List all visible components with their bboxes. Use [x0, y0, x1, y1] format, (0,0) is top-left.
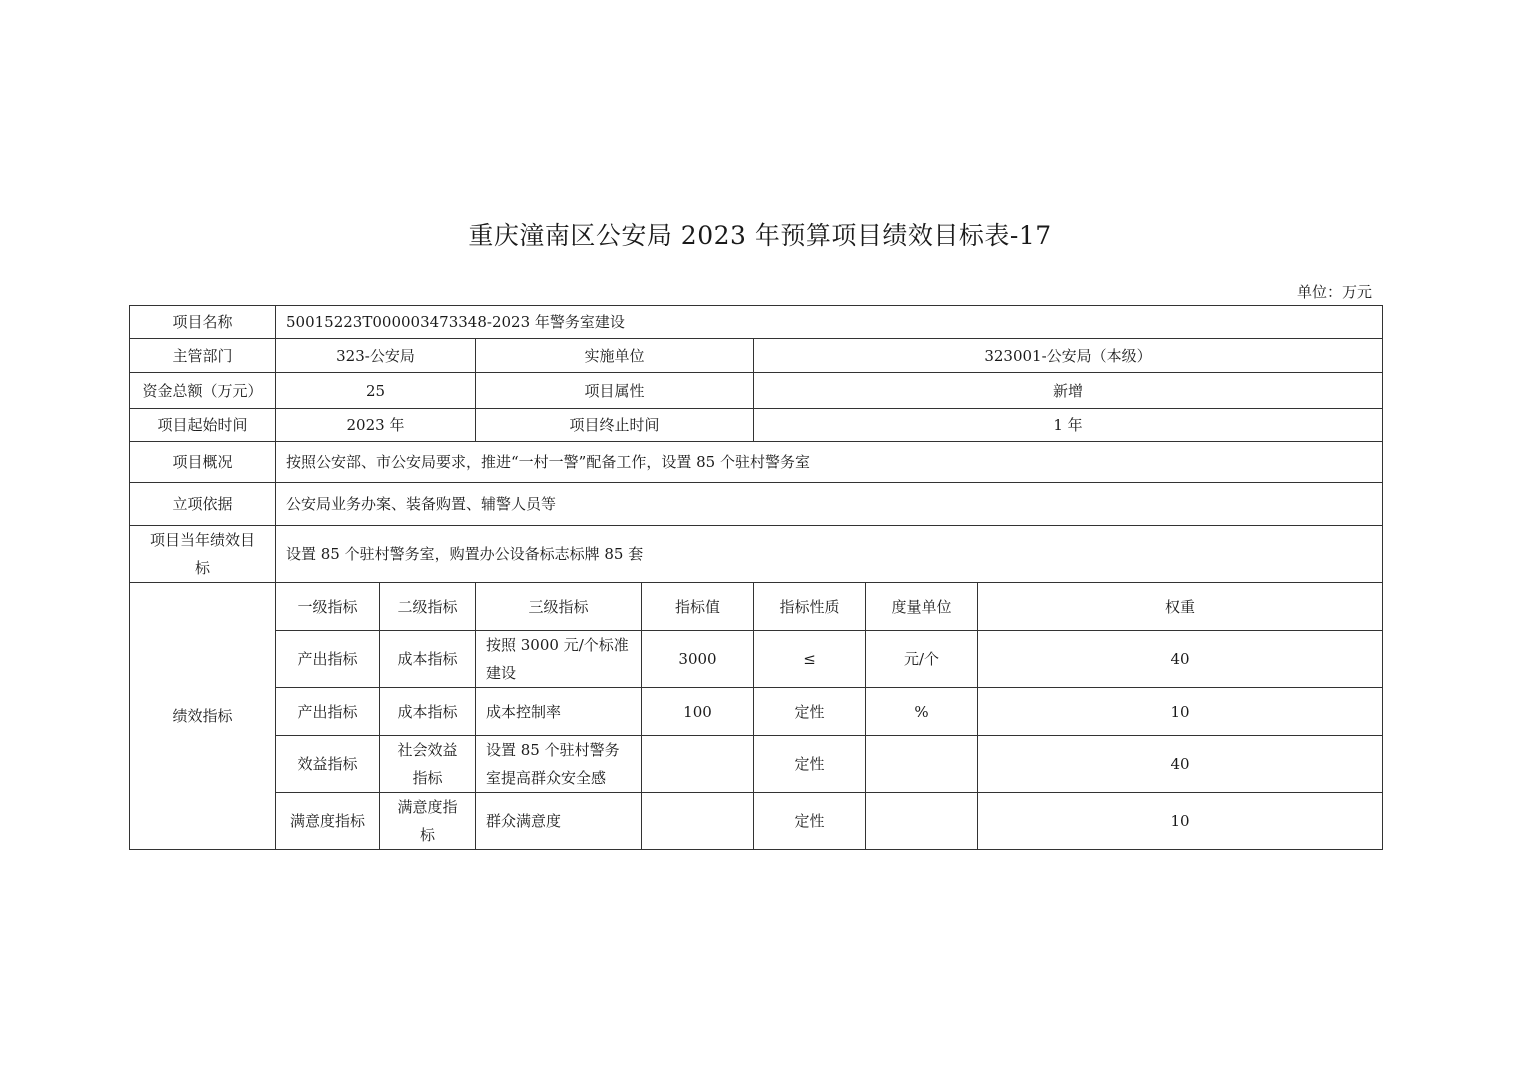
nature-cell: ≤: [754, 631, 866, 688]
nature-cell: 定性: [754, 736, 866, 793]
basis-value: 公安局业务办案、装备购置、辅警人员等: [276, 483, 1383, 526]
overview-value: 按照公安部、市公安局要求，推进“一村一警”配备工作，设置 85 个驻村警务室: [276, 442, 1383, 483]
row-overview: [130, 442, 1383, 483]
end-label: 项目终止时间: [476, 409, 754, 442]
attr-label: 项目属性: [476, 373, 754, 409]
level2-cell: 成本指标: [380, 631, 476, 688]
header-value: 指标值: [642, 583, 754, 631]
level3-cell: 群众满意度: [476, 793, 642, 850]
level1-cell: 满意度指标: [276, 793, 380, 850]
funds-value: 25: [276, 373, 476, 409]
goal-label-line1: 项目当年绩效目: [149, 531, 255, 549]
impl-value: 323001-公安局（本级）: [754, 339, 1383, 373]
level3-cell: 成本控制率: [476, 688, 642, 736]
level1-cell: 产出指标: [276, 688, 380, 736]
indicator-row: [130, 688, 1383, 736]
unit-label: 单位：万元: [1296, 283, 1372, 301]
level3-line1: 按照 3000 元/个标准: [486, 636, 629, 654]
header-nature: 指标性质: [754, 583, 866, 631]
level2-line1: 满意度指: [397, 798, 458, 816]
row-dept: [130, 339, 1383, 373]
level2-line2: 指标: [412, 769, 443, 787]
unit-cell: [866, 793, 978, 850]
goal-label-line2: 标: [194, 559, 210, 577]
level3-line1: 设置 85 个驻村警务: [486, 741, 620, 759]
level2-line1: 社会效益: [397, 741, 458, 759]
dept-value: 323-公安局: [276, 339, 476, 373]
header-unit: 度量单位: [866, 583, 978, 631]
indicator-header-row: [130, 583, 1383, 631]
attr-value: 新增: [754, 373, 1383, 409]
weight-cell: 10: [978, 688, 1383, 736]
impl-label: 实施单位: [476, 339, 754, 373]
header-level3: 三级指标: [476, 583, 642, 631]
indicator-row: [130, 631, 1383, 688]
goal-value: 设置 85 个驻村警务室，购置办公设备标志标牌 85 套: [276, 526, 1383, 583]
level3-line2: 建设: [486, 664, 517, 682]
row-time: [130, 409, 1383, 442]
header-weight: 权重: [978, 583, 1383, 631]
level2-cell: 成本指标: [380, 688, 476, 736]
nature-cell: 定性: [754, 793, 866, 850]
dept-label: 主管部门: [130, 339, 276, 373]
project-name-label: 项目名称: [130, 306, 276, 339]
indicator-section-label: 绩效指标: [130, 583, 276, 850]
row-goal: [130, 526, 1383, 583]
level2-line2: 标: [419, 826, 435, 844]
value-cell: 100: [642, 688, 754, 736]
start-label: 项目起始时间: [130, 409, 276, 442]
unit-cell: %: [866, 688, 978, 736]
level1-cell: 产出指标: [276, 631, 380, 688]
page-title: 重庆潼南区公安局 2023 年预算项目绩效目标表-17: [468, 221, 1052, 250]
start-value: 2023 年: [276, 409, 476, 442]
overview-label: 项目概况: [130, 442, 276, 483]
indicator-row: [130, 736, 1383, 793]
value-cell: [642, 736, 754, 793]
nature-cell: 定性: [754, 688, 866, 736]
row-project-name: [130, 306, 1383, 339]
header-level2: 二级指标: [380, 583, 476, 631]
indicator-row: [130, 793, 1383, 850]
level3-line2: 室提高群众安全感: [486, 769, 607, 787]
level1-cell: 效益指标: [276, 736, 380, 793]
weight-cell: 10: [978, 793, 1383, 850]
unit-cell: [866, 736, 978, 793]
unit-cell: 元/个: [866, 631, 978, 688]
level2-cell: [380, 793, 476, 850]
row-basis: [130, 483, 1383, 526]
weight-cell: 40: [978, 736, 1383, 793]
row-funds: [130, 373, 1383, 409]
end-value: 1 年: [754, 409, 1383, 442]
goal-label: [130, 526, 276, 583]
value-cell: 3000: [642, 631, 754, 688]
level2-cell: [380, 736, 476, 793]
header-level1: 一级指标: [276, 583, 380, 631]
level3-cell: [476, 736, 642, 793]
value-cell: [642, 793, 754, 850]
weight-cell: 40: [978, 631, 1383, 688]
performance-table: [129, 305, 1383, 850]
project-name-value: 50015223T000003473348-2023 年警务室建设: [276, 306, 1383, 339]
level3-cell: [476, 631, 642, 688]
funds-label: 资金总额（万元）: [130, 373, 276, 409]
basis-label: 立项依据: [130, 483, 276, 526]
